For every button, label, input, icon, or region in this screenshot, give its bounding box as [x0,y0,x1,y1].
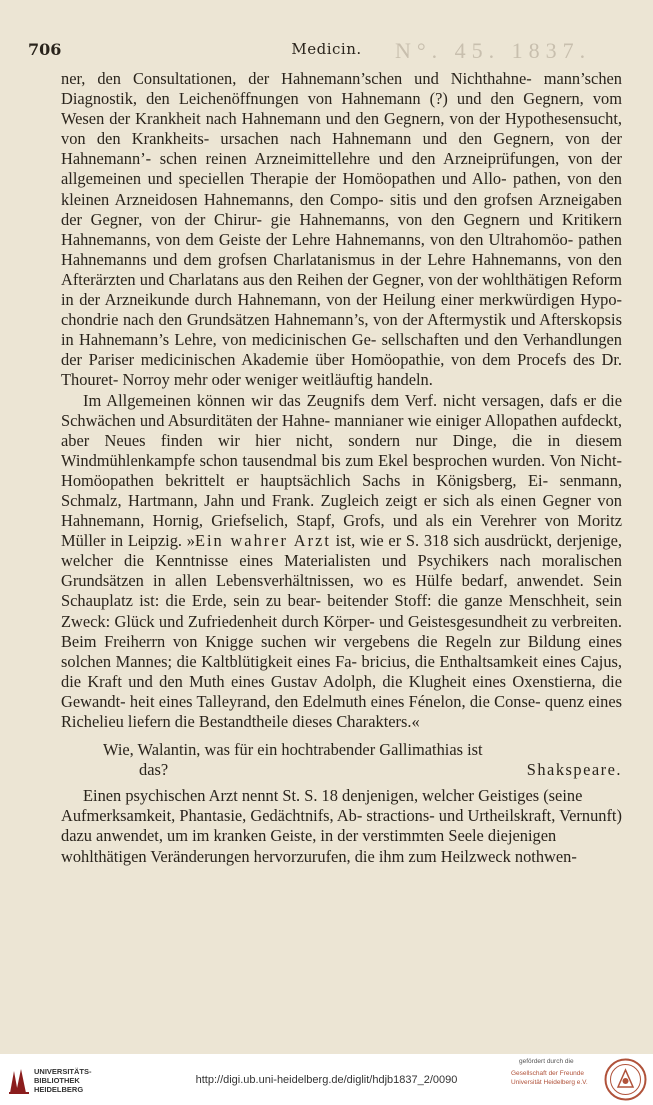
page-number: 706 [28,40,62,59]
quote-line-1: Wie, Walantin, was für ein hochtrabender Gallimathias ist [103,740,483,760]
quote-author: Shakspeare. [526,760,622,780]
sponsor-name: Gesellschaft der Freunde Universität Heidelberg e.V. [511,1070,588,1086]
quote-line-2 [61,760,622,780]
page-header [0,40,653,66]
permalink-url[interactable]: http://digi.ub.uni-heidelberg.de/diglit/hdjb1837_2/0090 [195,1074,458,1086]
library-name: UNIVERSITÄTS- BIBLIOTHEK HEIDELBERG [34,1067,92,1094]
body-text [61,69,622,867]
footer-bar [0,1054,653,1105]
bleed-through-text: N°. 45. 1837. [395,38,592,62]
quote-line-2-text: das? [139,760,169,780]
paragraph-2-after: ist, wie er S. 318 sich ausdrückt, derjenige, welcher die Kenntnisse eines Materialisten und Psychikers nach moralischen Grundsätzen in allen Lebensverhältnissen, wo es Hülfe bedarf, anwendet. Sein Schauplatz ist: die Erde, sein zu bear- beitender Stoff: die ganze Menschheit, sein Zweck: Glück und Zufriedenheit durch Körper- und Geistesgesundheit zu verbreiten. Beim Freiherrn von Knigge suchen wir vergebens die Regeln zur Bildung eines solchen Mannes; die Kaltblütigkeit eines Fa- bricius, die Enthaltsamkeit eines Cajus, die Kraft und den Muth eines Gustav Adolph, die Klugheit eines Oxenstierna, die Gewandt- heit eines Talleyrand, den Edelmuth eines Fénelon, die Conse- quenz eines Richelieu liefern die Bestandtheile dieses Charakters.« [61,531,622,731]
paragraph-1: ner, den Consultationen, der Hahnemann’schen und Nichthahne- mann’schen Diagnostik, den Leichenöffnungen von Hahnemann (?) und den Gegnern, vom Wesen der Krankheit nach Hahnemann und den Gegnern, von der Hypothesensucht, von den Krankheits- ursachen nach Hahnemann und den Gegnern, von der Hahnemann’- schen reinen Arzneimittellehre und den Arzneiprüfungen, von der allgemeinen und speciellen Therapie der Homöopathen und Allo- pathen, von den kleinen Arzneidosen Hahnemanns, den Compo- sitis und den grofsen Arzneigaben der Gegner, von der Chirur- gie Hahnemanns, von den Gegnern und Kritikern Hahnemanns, von dem Geiste der Lehre Hahnemanns, von den Ultrahomöo- pathen Hahnemanns und dem grofsen Charlatanismus in der Lehre Hahnemanns, von den Afterärzten und Charlatans aus den Reihen der Gegner, von der wohlthätigen Reform in der Arzneikunde durch Hahnemann, von der Heilung einer merkwürdigen Hypo- chondrie nach den Grundsätzen Hahnemann’s, von der Aftermystik und Afterskopsis in Hahnemann’s Lehre, von medicinischen Ge- sellschaften und den Verhandlungen der Pariser medicinischen Akademie über Homöopathie, von dem Procefs des Dr. Thouret- Norroy mehr oder weniger weitläuftig handeln. [61,69,622,390]
quote-block [61,740,622,780]
university-seal-icon [604,1058,647,1101]
paragraph-3: Einen psychischen Arzt nennt St. S. 18 denjenigen, welcher Geistiges (seine Aufmerksamkeit, Phantasie, Gedächtnifs, Ab- stractions- und Urtheilskraft, Vernunft) dazu anwendet, um im kranken Geiste, in der verstimmten Seele diejenigen wohlthätigen Veränderungen hervorzurufen, die ihm zum Heilzweck nothwen- [61,786,622,866]
emphasis-spaced: Ein wahrer Arzt [194,531,331,551]
running-title: Medicin. [291,40,362,58]
paragraph-2 [61,391,622,733]
paragraph-2-before: Im Allgemeinen können wir das Zeugnifs dem Verf. nicht versagen, dafs er die Schwächen und Absurditäten der Hahne- mannianer wie einiger Allopathen aufdeckt, aber Neues finden wir hier nicht, sondern nur Dinge, die in diesem Windmühlenkampfe schon tausendmal bis zum Ekel besprochen wurden. Von Nicht- Homöopathen bekrittelt er hauptsächlich Sachs in Königsberg, Ei- senmann, Schmalz, Hartmann, Jahn und Frank. Zugleich zeigt er sich als einen Gegner von Hahnemann, Hornig, Griefselich, Stapf, Grofs, und als ein Verehrer von Moritz Müller in Leipzig. » [61,390,622,551]
sponsor-label: gefördert durch die [519,1058,574,1065]
